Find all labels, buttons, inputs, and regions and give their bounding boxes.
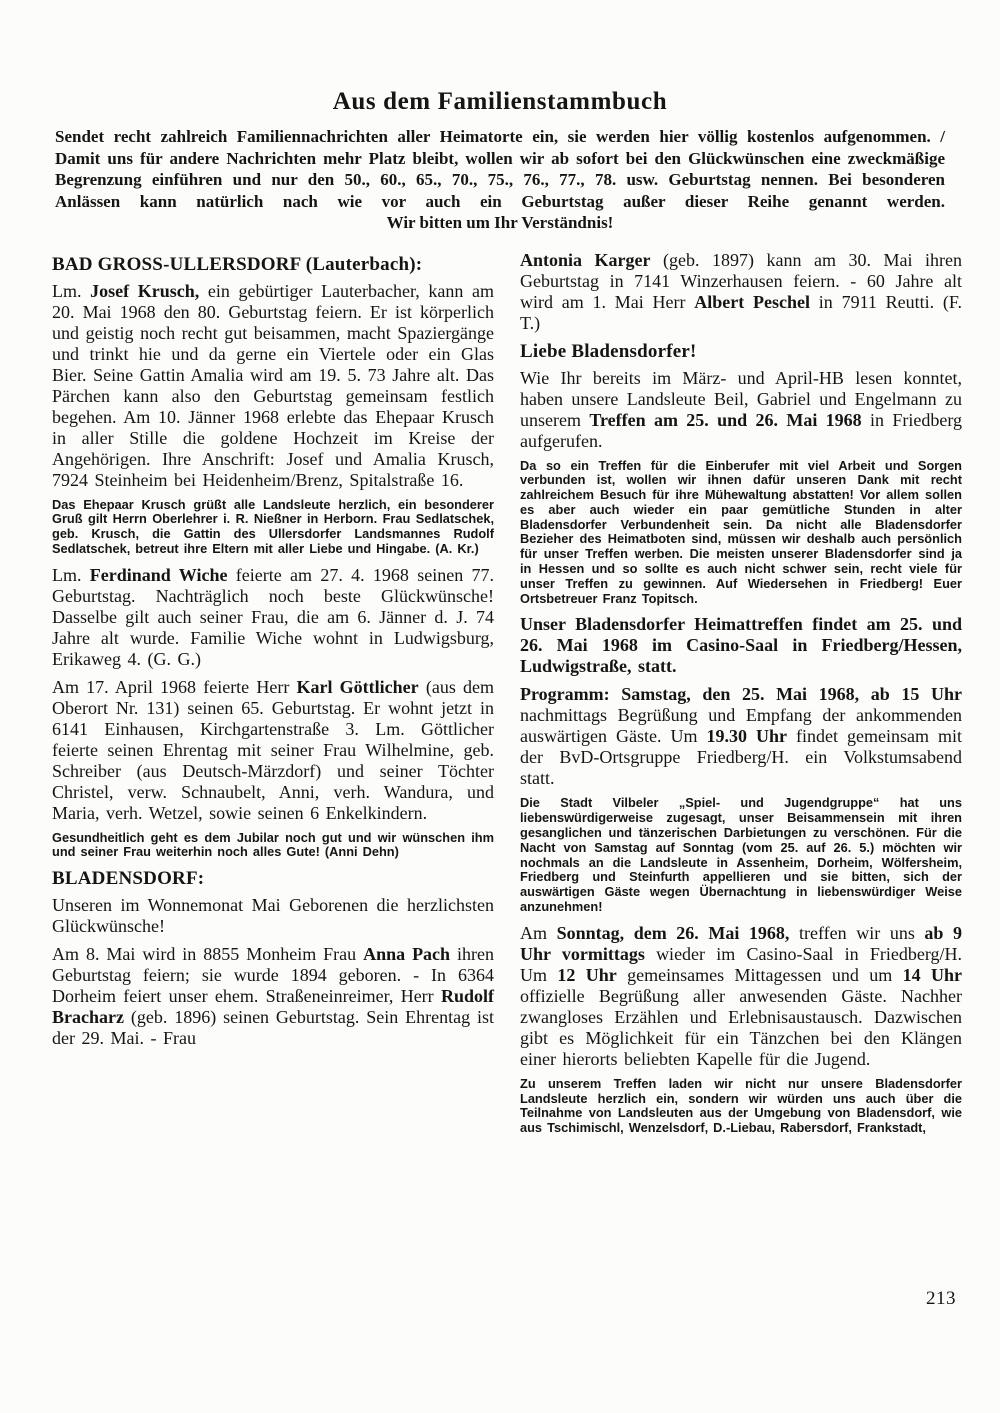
intro-paragraph: [55, 126, 945, 234]
paragraph: [520, 250, 962, 334]
text-run: (aus dem Oberort Nr. 131) seinen 65. Geburtstag. Er wohnt jetzt in 6141 Einhausen, Kirchgartenstraße 3. Lm. Göttlicher feierte seinen Ehrentag mit seiner Frau Wilhelmine, geb. Schreiber (aus Deutsch-Märzdorf) und seiner Töchter Christel, verw. Schnaubelt, Anni, verh. Wandura, und Maria, verh. Wetzel, sowie seinen 6 Enkelkindern.: [52, 676, 494, 823]
fine-print-paragraph: [52, 498, 494, 557]
bold-text-run: Rudolf Bracharz: [52, 986, 494, 1028]
text-run: treffen wir uns: [789, 922, 925, 943]
bold-text-run: Treffen am 25. und 26. Mai 1968: [589, 409, 862, 430]
section-heading: [520, 341, 962, 363]
text-run: Unseren im Wonnemonat Mai Geborenen die herzlichsten Glückwünsche!: [52, 895, 494, 937]
intro-closing-line: Wir bitten um Ihr Verständnis!: [386, 213, 614, 232]
text-run: Das Ehepaar Krusch grüßt alle Landsleute herzlich, ein besonderer Gruß gilt Herrn Oberlehrer i. R. Nießner in Herborn. Frau Sedlatschek, geb. Krusch, die Gattin des Ullersdorfer Landsmannes Rudolf Sedlatschek, betreut ihre Eltern mit aller Liebe und Hingabe. (A. Kr.): [52, 496, 494, 556]
text-run: Wie Ihr bereits im März- und April-HB lesen konntet, haben unsere Landsleute Beil, Gabriel und Engelmann zu unserem: [520, 367, 962, 430]
fine-print-paragraph: [52, 831, 494, 861]
fine-print-paragraph: [520, 459, 962, 607]
paragraph: [520, 684, 962, 789]
bold-text-run: ab 9 Uhr vormittags: [520, 922, 962, 964]
text-run: findet gemeinsam mit der BvD-Ortsgruppe Friedberg/H. ein Volkstumsabend statt.: [520, 726, 963, 789]
text-run: Lm.: [52, 564, 90, 585]
page-number: 213: [926, 1288, 956, 1309]
text-run: Am: [520, 922, 557, 943]
bold-text-run: Anna Pach: [363, 944, 451, 965]
text-run: in 7911 Reutti. (F. T.): [520, 291, 962, 333]
text-run: Am 8. Mai wird in 8855 Monheim Frau: [52, 944, 364, 965]
column-left: [52, 250, 494, 1057]
section-heading: [52, 254, 494, 276]
text-run: Gesundheitlich geht es dem Jubilar noch gut und wir wünschen ihm und seiner Frau weiterhin noch alles Gute! (Anni Dehn): [52, 829, 494, 860]
text-run: gemeinsames Mittagessen und um: [616, 964, 903, 985]
masthead: [0, 0, 1000, 234]
section-heading: [52, 868, 494, 890]
two-column-body: [52, 250, 962, 1145]
bold-text-run: Ferdinand Wiche: [89, 564, 228, 585]
bold-text-run: Programm: Samstag, den 25. Mai 1968, ab 15 Uhr: [520, 684, 962, 705]
text-run: ihren Geburtstag feiern; sie wurde 1894 geboren. - In 6364 Dorheim feiert unser ehem. Straßeneinreimer, Herr: [52, 944, 494, 1007]
text-run: Die Stadt Vilbeler „Spiel- und Jugendgruppe“ hat uns liebenswürdigerweise zugesagt, unser Beisammensein mit ihren gesanglichen und tänzerischen Darbietungen zu verschönen. Für die Nacht von Samstag auf Sonntag (vom 25. auf 26. 5.) möchten wir nochmals an die Landsleute in Assenheim, Dorheim, Wölfersheim, Friedberg und Steinfurth appellieren und sie bitten, sich der auswärtigen Gäste wegen Übernachtung in liebenswürdiger Weise anzunehmen!: [520, 795, 962, 915]
bold-text-run: Sonntag, dem 26. Mai 1968,: [556, 922, 790, 943]
text-run: Da so ein Treffen für die Einberufer mit viel Arbeit und Sorgen verbunden ist, wollen wir ihnen dafür unseren Dank mit recht zahlreichem Besuch für ihre Mühewaltung abstatten! Vor allem sollen es aber auch wieder ein paar gemütliche Stunden in alter Bladensdorfer Verbundenheit sein. Da nicht alle Bladensdorfer Bezieher des Heimatboten sind, müssen wir deshalb auch persönlich für unser Treffen werben. Die meisten unserer Bladensdorfer sind ja in Hessen und so sollte es auch nicht schwer sein, recht viele für unser Treffen zu gewinnen. Auf Wiedersehen in Friedberg! Euer Ortsbetreuer Franz Topitsch.: [520, 457, 962, 606]
paragraph: [52, 895, 494, 937]
page-title: Aus dem Familienstammbuch: [332, 88, 668, 115]
text-run: Lm.: [52, 280, 91, 301]
text-run: in Friedberg aufgerufen.: [520, 409, 963, 451]
paragraph: [520, 368, 962, 452]
text-run: Am 17. April 1968 feierte Herr: [52, 676, 297, 697]
bold-text-run: Karl Göttlicher: [296, 676, 419, 697]
bold-text-run: BLADENSDORF:: [52, 868, 205, 890]
bold-text-run: Antonia Karger: [520, 249, 651, 270]
paragraph: [520, 923, 962, 1070]
text-run: wieder im Casino-Saal in Friedberg/H. Um: [520, 943, 962, 985]
paragraph: [52, 281, 494, 491]
bold-text-run: 12 Uhr: [557, 964, 617, 985]
text-run: (geb. 1897) kann am 30. Mai ihren Geburtstag in 7141 Winzerhausen feiern. - 60 Jahre alt wird am 1. Mai Herr: [520, 249, 963, 312]
text-run: feierte am 27. 4. 1968 seinen 77. Geburtstag. Nachträglich noch beste Glückwünsche! Dasselbe gilt auch seiner Frau, die am 6. Jänner d. J. 74 Jahre alt wurde. Familie Wiche wohnt in Ludwigsburg, Erikaweg 4. (G. G.): [52, 564, 495, 669]
text-run: nachmittags Begrüßung und Empfang der ankommenden auswärtigen Gäste. Um: [520, 705, 962, 747]
bold-text-run: Unser Bladensdorfer Heimattreffen findet am 25. und 26. Mai 1968 im Casino-Saal in Friedberg/Hessen, Ludwigstraße, statt.: [520, 614, 962, 677]
paragraph: [52, 944, 494, 1049]
fine-print-paragraph: [520, 1077, 962, 1136]
text-run: ein gebürtiger Lauterbacher, kann am 20. Mai 1968 den 80. Geburtstag feiern. Er ist körperlich und geistig noch recht gut beisammen, macht Spaziergänge und trinkt hie und da gerne ein Viertele oder ein Glas Bier. Seine Gattin Amalia wird am 19. 5. 73 Jahre alt. Das Pärchen kann also den Geburtstag gemeinsam festlich begehen. Am 10. Jänner 1968 erlebte das Ehepaar Krusch in aller Stille die goldene Hochzeit im Kreise der Angehörigen. Ihre Anschrift: Josef und Amalia Krusch, 7924 Steinheim bei Heidenheim/Brenz, Spitalstraße 16.: [52, 280, 495, 490]
text-run: (geb. 1896) seinen Geburtstag. Sein Ehrentag ist der 29. Mai. - Frau: [52, 1007, 494, 1049]
bold-text-run: Liebe Bladensdorfer!: [520, 340, 697, 362]
column-right: [520, 250, 962, 1145]
text-run: offizielle Begrüßung aller anwesenden Gäste. Nachher zwangloses Erzählen und Erlebnisaustausch. Dazwischen gibt es Möglichkeit für ein Tänzchen bei den Klängen einer hierorts beliebten Kapelle für die Jugend.: [520, 985, 962, 1069]
paragraph: [520, 614, 962, 677]
bold-text-run: Josef Krusch,: [90, 280, 200, 301]
bold-text-run: BAD GROSS-ULLERSDORF (Lauterbach):: [52, 253, 423, 275]
paragraph: [52, 565, 494, 670]
fine-print-paragraph: [520, 796, 962, 914]
paragraph: [52, 677, 494, 824]
bold-text-run: 14 Uhr: [902, 964, 963, 985]
intro-text: Sendet recht zahlreich Familiennachrichten aller Heimatorte ein, sie werden hier völlig kostenlos aufgenommen. / Damit uns für andere Nachrichten mehr Platz bleibt, wollen wir ab sofort bei den Glückwünschen eine zweckmäßige Begrenzung einführen und nur den 50., 60., 65., 70., 75., 76., 77., 78. usw. Geburtstag nennen. Bei besonderen Anlässen kann natürlich nach wie vor auch ein Geburtstag außer dieser Reihe genannt werden.: [55, 127, 945, 211]
bold-text-run: 19.30 Uhr: [706, 726, 788, 747]
bold-text-run: Albert Peschel: [694, 291, 811, 312]
text-run: Zu unserem Treffen laden wir nicht nur unsere Bladensdorfer Landsleute herzlich ein, sondern wir würden uns auch über die Teilnahme von Landsleuten aus der Umgebung von Bladensdorf, wie aus Tschimischl, Wenzelsdorf, D.-Liebau, Rabersdorf, Frankstadt,: [520, 1075, 962, 1136]
